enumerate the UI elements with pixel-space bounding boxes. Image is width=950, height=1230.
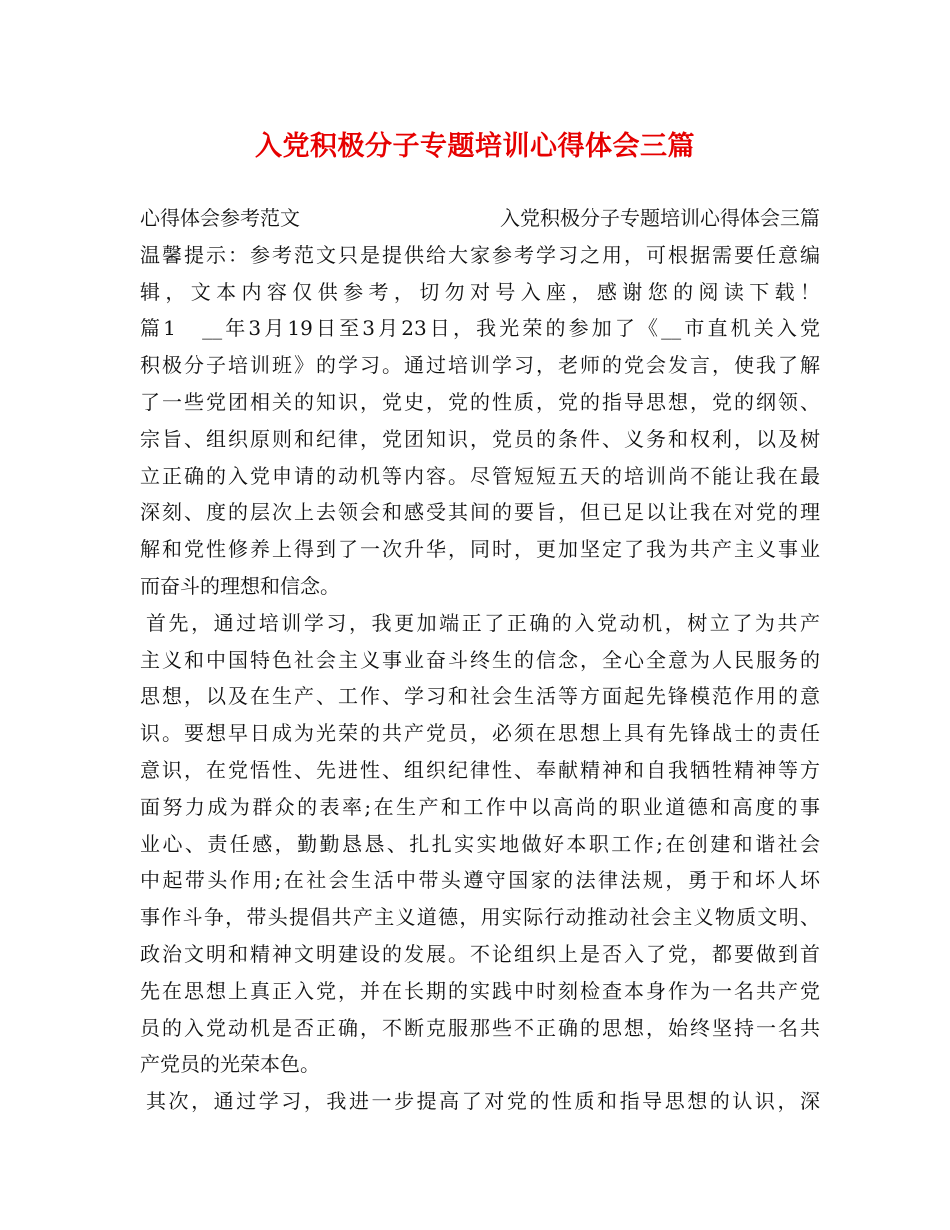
text-line: 事作斗争，带头提倡共产主义道德，用实际行动推动社会主义物质文明、 (140, 905, 820, 930)
text-line: 立正确的入党申请的动机等内容。尽管短短五天的培训尚不能让我在最 (140, 463, 820, 488)
text-line: 温馨提示：参考范文只是提供给大家参考学习之用，可根据需要任意编 (140, 242, 820, 267)
text-line: 宗旨、组织原则和纪律，党团知识，党员的条件、义务和权利，以及树 (140, 426, 820, 451)
text-line: 辑，文本内容仅供参考，切勿对号入座，感谢您的阅读下载！ (140, 279, 820, 304)
text-line: 而奋斗的理想和信念。 (140, 573, 340, 598)
text-line: 面努力成为群众的表率;在生产和工作中以高尚的职业道德和高度的事 (140, 794, 820, 819)
text-line: 了一些党团相关的知识，党史，党的性质，党的指导思想，党的纲领、 (140, 389, 820, 414)
text-line: 中起带头作用;在社会生活中带头遵守国家的法律法规，勇于和坏人坏 (140, 868, 820, 893)
text-line: 意识，在党悟性、先进性、组织纪律性、奉献精神和自我牺牲精神等方 (140, 757, 820, 782)
document-title: 入党积极分子专题培训心得体会三篇 (255, 131, 695, 162)
text-line: 思想，以及在生产、工作、学习和社会生活等方面起先锋模范作用的意 (140, 684, 820, 709)
text-line: 员的入党动机是否正确，不断克服那些不正确的思想，始终坚持一名共 (140, 1015, 820, 1040)
text-line: 政治文明和精神文明建设的发展。不论组织上是否入了党，都要做到首 (140, 941, 820, 966)
header-right: 入党积极分子专题培训心得体会三篇 (500, 206, 820, 230)
text-line: 识。要想早日成为光荣的共产党员，必须在思想上具有先锋战士的责任 (140, 721, 820, 746)
text-line: 首先，通过培训学习，我更加端正了正确的入党动机，树立了为共产 (146, 610, 820, 635)
text-line: 解和党性修养上得到了一次升华，同时，更加坚定了我为共产主义事业 (140, 537, 820, 562)
header-line (140, 200, 820, 237)
text-line: 业心、责任感，勤勤恳恳、扎扎实实地做好本职工作;在创建和谐社会 (140, 831, 820, 856)
text-line: 积极分子培训班》的学习。通过培训学习，老师的党会发言，使我了解 (140, 353, 820, 378)
text-line: 先在思想上真正入党，并在长期的实践中时刻检查本身作为一名共产党 (140, 978, 820, 1003)
text-line: 深刻、度的层次上去领会和感受其间的要旨，但已足以让我在对党的理 (140, 500, 820, 525)
header-left: 心得体会参考范文 (140, 206, 300, 230)
text-line: 主义和中国特色社会主义事业奋斗终生的信念，全心全意为人民服务的 (140, 647, 820, 672)
text-line: 篇1 __年3月19日至3月23日，我光荣的参加了《__市直机关入党 (140, 316, 820, 341)
text-line: 产党员的光荣本色。 (140, 1052, 320, 1077)
text-line: 其次，通过学习，我进一步提高了对党的性质和指导思想的认识，深 (146, 1089, 820, 1114)
document-body (140, 200, 820, 1120)
